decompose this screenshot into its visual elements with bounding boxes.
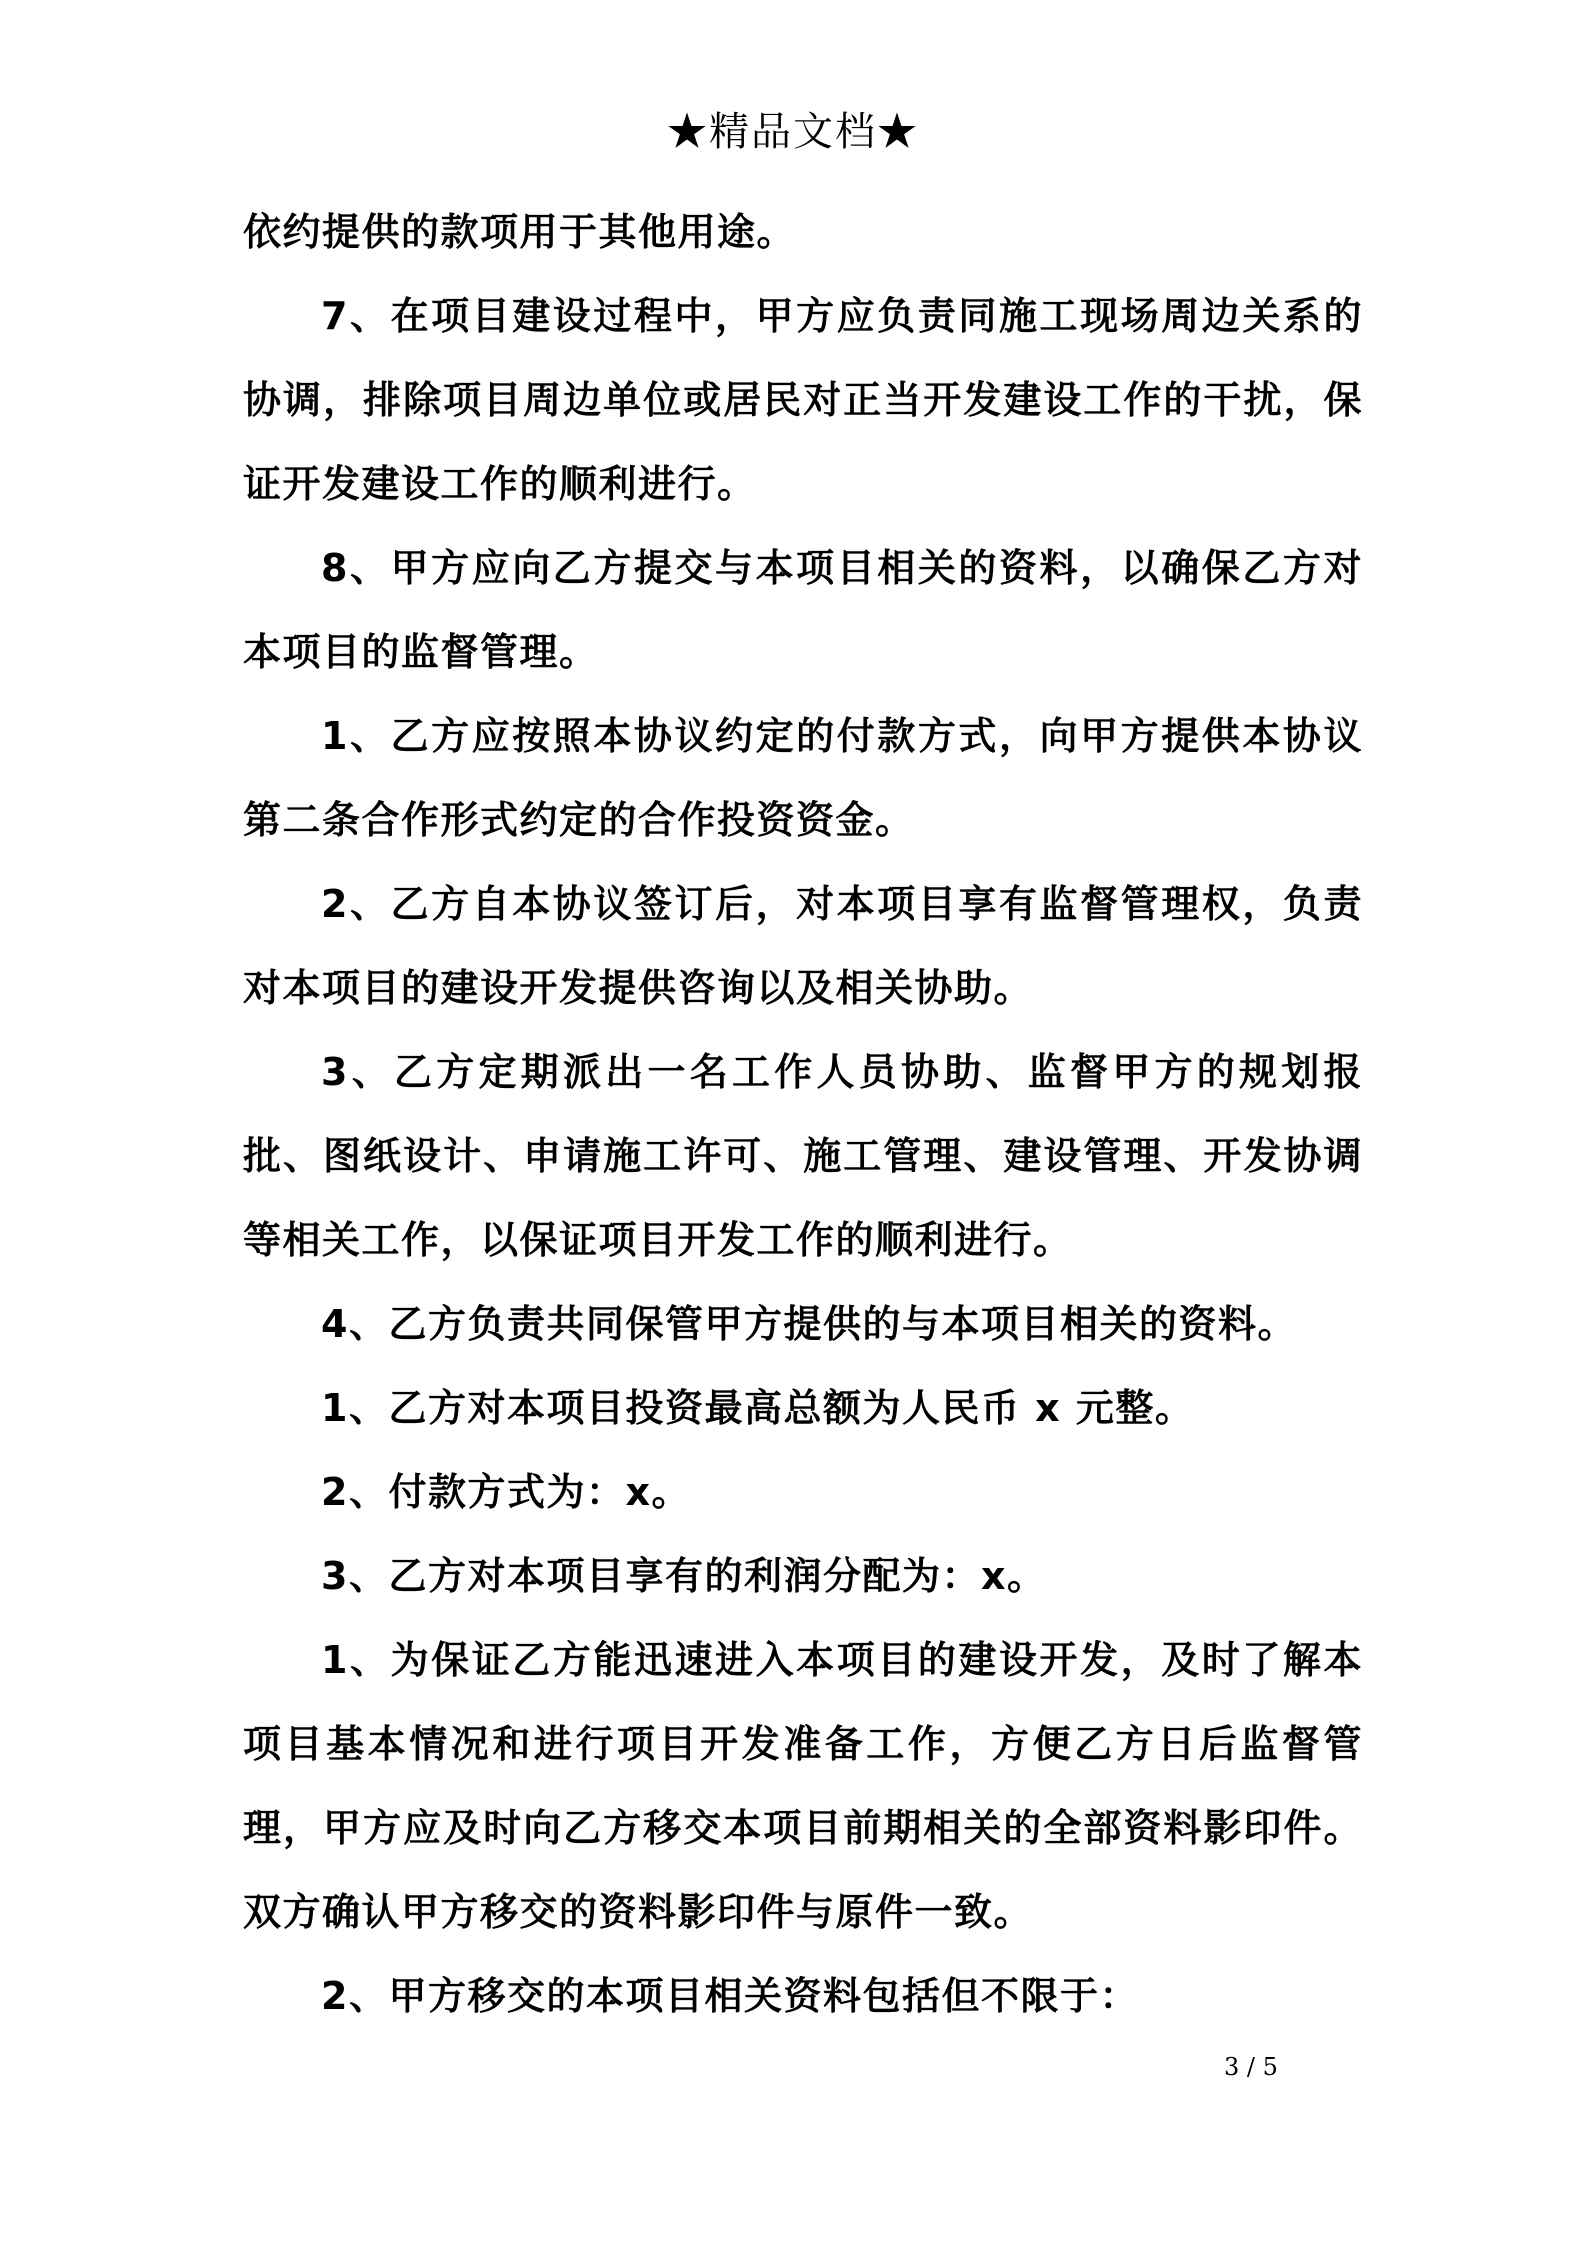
paragraph-handover-1: 1、为保证乙方能迅速进入本项目的建设开发，及时了解本项目基本情况和进行项目开发准备工作，方便乙方日后监督管理，甲方应及时向乙方移交本项目前期相关的全部资料影印件。双方确认甲方移交的资料影印件与原件一致。 bbox=[243, 1638, 1363, 1934]
document-body bbox=[243, 190, 1363, 2038]
paragraph-party-b-4: 4、乙方负责共同保管甲方提供的与本项目相关的资料。 bbox=[321, 1302, 1297, 1346]
paragraph-handover-2: 2、甲方移交的本项目相关资料包括但不限于： bbox=[321, 1974, 1139, 2018]
paragraph-party-b-1: 1、乙方应按照本协议约定的付款方式，向甲方提供本协议第二条合作形式约定的合作投资资金。 bbox=[243, 714, 1363, 842]
paragraph-investment-3: 3、乙方对本项目享有的利润分配为：x。 bbox=[321, 1554, 1047, 1598]
paragraph-party-b-3: 3、乙方定期派出一名工作人员协助、监督甲方的规划报批、图纸设计、申请施工许可、施工管理、建设管理、开发协调等相关工作，以保证项目开发工作的顺利进行。 bbox=[243, 1050, 1363, 1262]
paragraph-continuation: 依约提供的款项用于其他用途。 bbox=[243, 210, 797, 254]
page-number: 3 / 5 bbox=[1224, 2053, 1278, 2081]
document-header: ★精品文档★ bbox=[667, 109, 919, 155]
paragraph-party-b-2: 2、乙方自本协议签订后，对本项目享有监督管理权，负责对本项目的建设开发提供咨询以及相关协助。 bbox=[243, 882, 1363, 1010]
paragraph-investment-1: 1、乙方对本项目投资最高总额为人民币 x 元整。 bbox=[321, 1386, 1195, 1430]
paragraph-clause-7: 7、在项目建设过程中，甲方应负责同施工现场周边关系的协调，排除项目周边单位或居民对正当开发建设工作的干扰，保证开发建设工作的顺利进行。 bbox=[243, 294, 1363, 506]
paragraph-clause-8: 8、甲方应向乙方提交与本项目相关的资料，以确保乙方对本项目的监督管理。 bbox=[243, 546, 1363, 674]
paragraph-investment-2: 2、付款方式为：x。 bbox=[321, 1470, 691, 1514]
